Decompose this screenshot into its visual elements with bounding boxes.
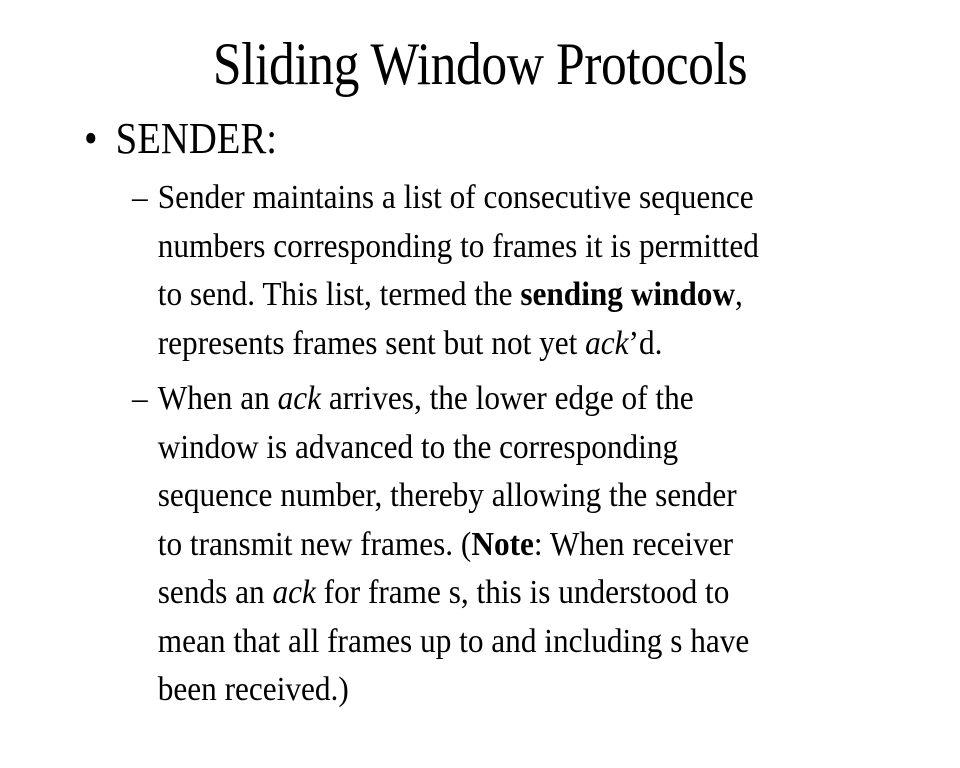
text-line: sequence number, thereby allowing the sender (157, 477, 737, 514)
text-line: sends an ack for frame s, this is understood to (157, 574, 730, 611)
slide-title: Sliding Window Protocols (212, 31, 748, 97)
bullet-sender (84, 112, 277, 166)
term-ack: ack (277, 380, 322, 417)
text-line: numbers corresponding to frames it is permitted (157, 227, 759, 265)
text-line: window is advanced to the corresponding (157, 428, 679, 466)
dash-marker: – (132, 179, 148, 216)
term-ack: ack (585, 324, 629, 362)
text-line: mean that all frames up to and including s have (157, 622, 750, 660)
text-line: Sender maintains a list of consecutive sequence (157, 179, 754, 216)
term-sending-window: sending window (520, 276, 736, 313)
sub-bullet-ack-advance (132, 375, 892, 715)
bullet-heading: SENDER: (115, 114, 278, 163)
text-line: When an ack arrives, the lower edge of the (157, 380, 694, 417)
term-ack: ack (272, 574, 316, 611)
dash-marker: – (132, 380, 148, 417)
text-line: to transmit new frames. (Note: When receiver (157, 525, 734, 563)
text-line: represents frames sent but not yet ack’d. (157, 324, 663, 362)
sub-bullet-sending-window (132, 174, 892, 368)
text-line: been received.) (157, 671, 349, 708)
bullet-marker: • (84, 114, 98, 163)
text-line: to send. This list, termed the sending window, (157, 276, 743, 313)
term-note: Note (471, 525, 534, 563)
